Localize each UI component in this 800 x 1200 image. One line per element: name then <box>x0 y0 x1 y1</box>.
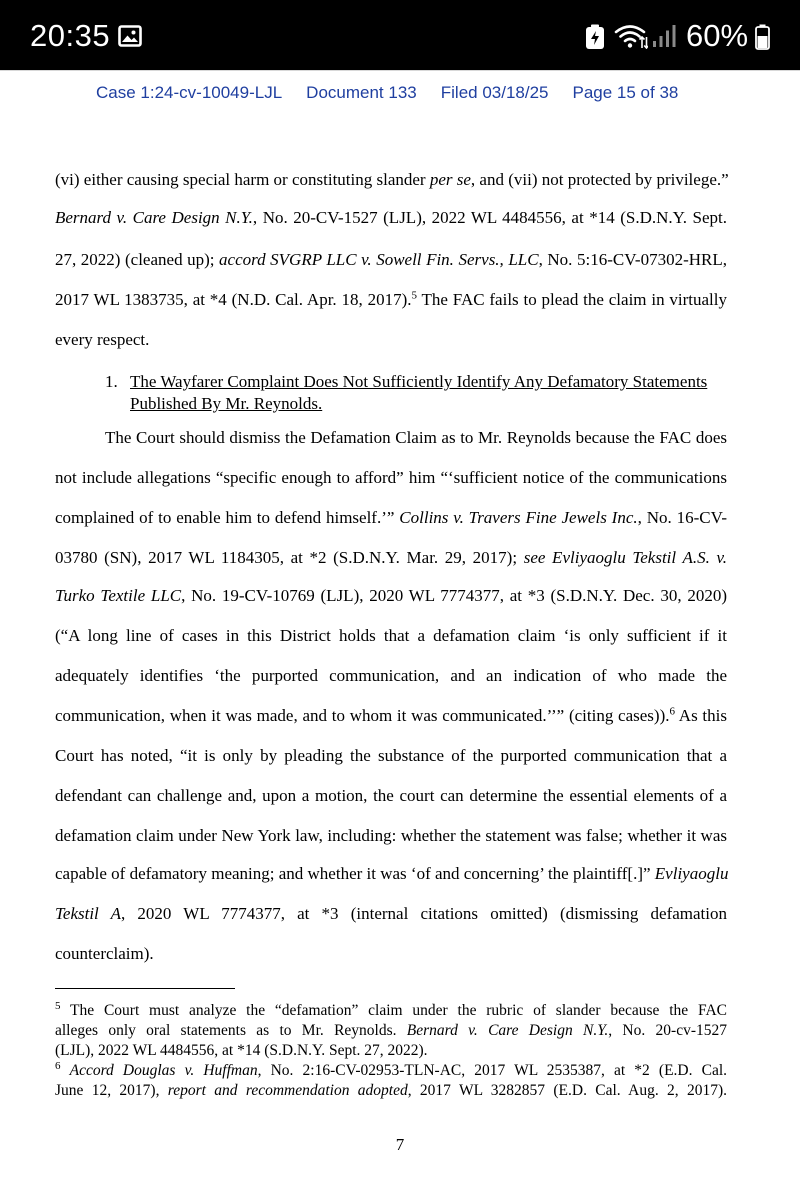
text-line: (“A long line of cases in this District holds that a defamation claim ‘is only sufficient if it <box>55 626 727 645</box>
battery-icon <box>755 24 770 50</box>
signal-icon <box>652 24 678 48</box>
heading-number: 1. <box>105 372 118 391</box>
text-line: Court has noted, “it is only by pleading the substance of the purported communication that a <box>55 746 727 765</box>
footnote-rule <box>55 988 235 989</box>
status-time: 20:35 <box>30 18 111 53</box>
notification-icon <box>585 24 605 50</box>
text-line: counterclaim). <box>55 944 154 963</box>
footnote-ref-5: 5 <box>411 289 417 302</box>
wifi-icon <box>614 23 648 49</box>
text-line: every respect. <box>55 330 150 349</box>
page-indicator: Page 15 of 38 <box>572 83 679 102</box>
text-line: Bernard v. Care Design N.Y., No. 20-CV-1527 (LJL), 2022 WL 4484556, at *14 (S.D.N.Y. Sept. <box>55 208 727 227</box>
filed-date: Filed 03/18/25 <box>440 83 549 102</box>
text-line: 2017 WL 1383735, at *4 (N.D. Cal. Apr. 18, 2017).$^5$ The FAC fails to plead the claim in virtually <box>55 289 727 309</box>
text-line: (vi) either causing special harm or constituting slander per se, and (vii) not protected by privilege.” <box>55 170 729 189</box>
section-heading: The Wayfarer Complaint Does Not Sufficiently Identify Any Defamatory Statements Published By Mr. Reynolds. <box>130 372 708 413</box>
status-bar <box>0 0 800 70</box>
text-line: defendant can challenge and, upon a motion, the court can determine the essential elements of a <box>55 786 727 805</box>
document-number: Document 133 <box>306 83 417 102</box>
text-line: adequately identifies ‘the purported communication, and an indication of who made the <box>55 666 727 685</box>
text-line: defamation claim under New York law, including: whether the statement was false; whether it was <box>55 826 727 845</box>
footnote-5: $^5$ The Court must analyze the “defamation” claim under the rubric of slander because the FAC <box>55 999 727 1019</box>
footnote-5-line: alleges only oral statements as to Mr. Reynolds. Bernard v. Care Design N.Y., No. 20-cv-1527 <box>55 1022 727 1039</box>
page-separator <box>0 70 800 71</box>
text-line: communication, when it was made, and to whom it was communicated.’’” (citing cases)).$^6$ As this <box>55 705 727 725</box>
case-header <box>96 82 678 104</box>
case-number: Case 1:24-cv-10049-LJL <box>96 83 283 102</box>
page-number: 7 <box>395 1135 405 1154</box>
text-line: not include allegations “specific enough to afford” him “‘sufficient notice of the communications <box>55 468 727 487</box>
text-line: 03780 (SN), 2017 WL 1184305, at *2 (S.D.N.Y. Mar. 29, 2017); see Evliyaoglu Tekstil A.S. v. <box>55 548 727 567</box>
footnote-6-line: June 12, 2017), report and recommendation adopted, 2017 WL 3282857 (E.D. Cal. Aug. 2, 2017). <box>55 1082 727 1099</box>
text-line: capable of defamatory meaning; and whether it was ‘of and concerning’ the plaintiff[.]” Evliyaoglu <box>55 864 729 883</box>
footnote-5-line: (LJL), 2022 WL 4484556, at *14 (S.D.N.Y. Sept. 27, 2022). <box>55 1042 428 1059</box>
text-line: Turko Textile LLC, No. 19-CV-10769 (LJL), 2020 WL 7774377, at *3 (S.D.N.Y. Dec. 30, 2020) <box>55 586 727 605</box>
footnote-6: $^6$ Accord Douglas v. Huffman, No. 2:16-CV-02953-TLN-AC, 2017 WL 2535387, at *2 (E.D. Cal. <box>55 1059 727 1079</box>
text-line: complained of to enable him to defend himself.’” Collins v. Travers Fine Jewels Inc., No. 16-CV- <box>55 508 727 527</box>
gallery-icon <box>118 25 142 47</box>
battery-percent: 60% <box>686 18 749 53</box>
text-line: The Court should dismiss the Defamation Claim as to Mr. Reynolds because the FAC does <box>105 428 727 447</box>
text-line: 27, 2022) (cleaned up); accord SVGRP LLC v. Sowell Fin. Servs., LLC, No. 5:16-CV-07302-HRL, <box>55 250 727 269</box>
footnote-ref-6: 6 <box>669 705 675 718</box>
text-line: Tekstil A, 2020 WL 7774377, at *3 (internal citations omitted) (dismissing defamation <box>55 904 727 923</box>
